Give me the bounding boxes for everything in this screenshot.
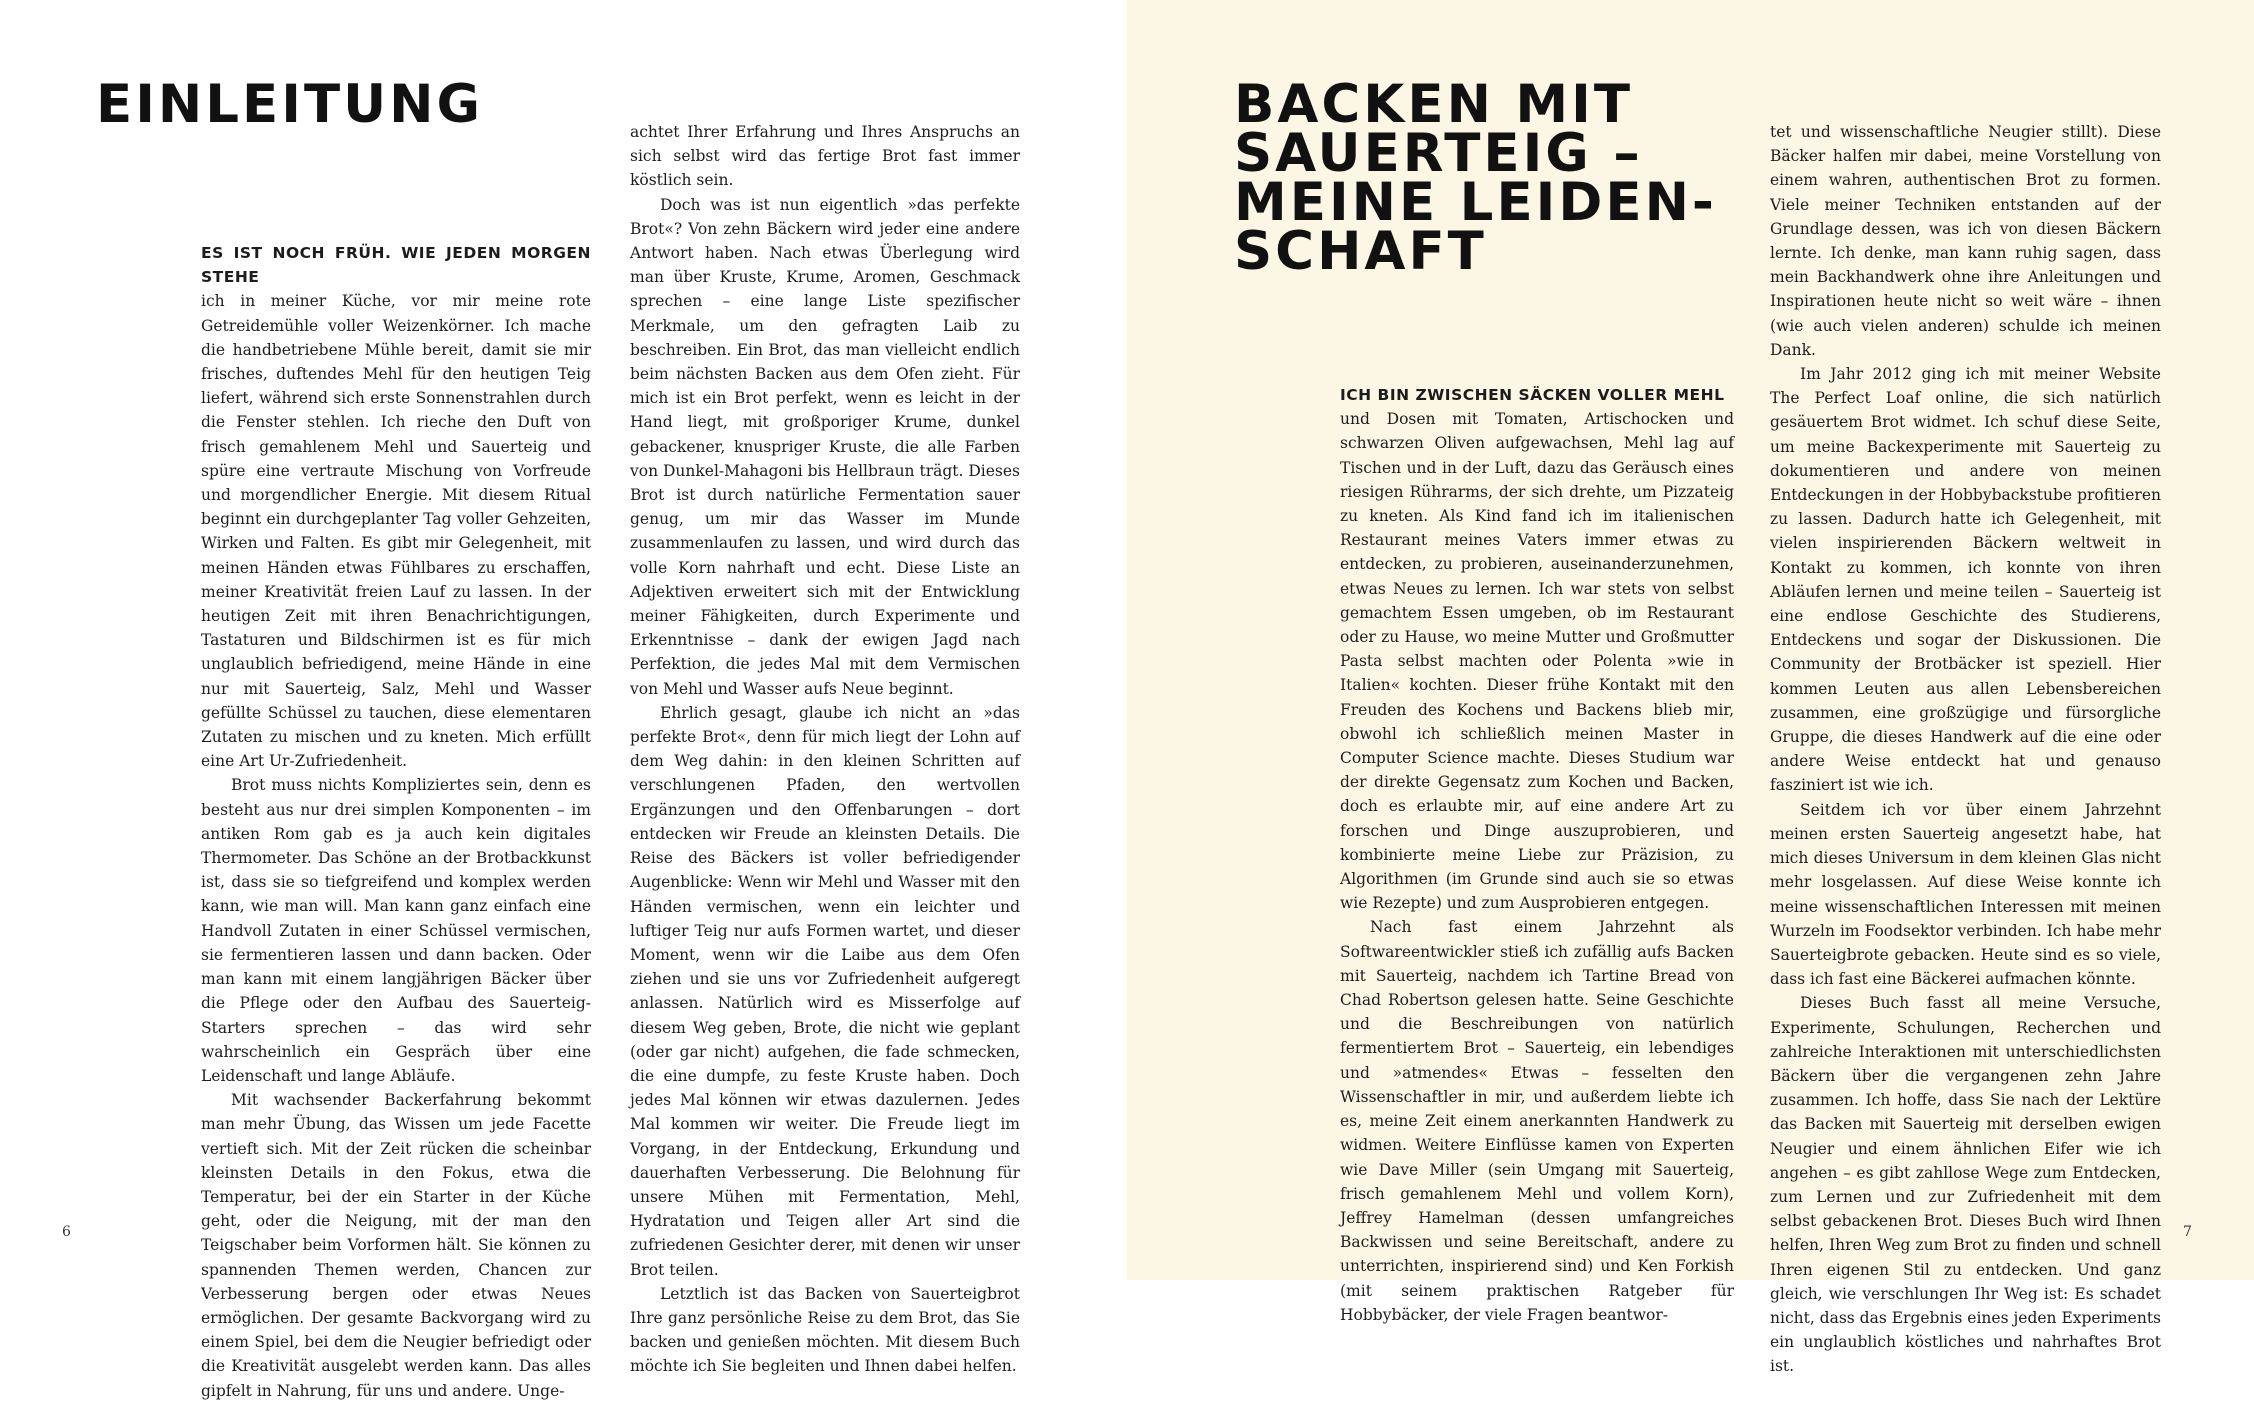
paragraph: Nach fast einem Jahrzehnt als Softwareentwickler stieß ich zufällig aufs Backen mit Sauerteig, nachdem ich Tartine Bread von Chad Robertson gelesen hatte. Seine Geschichte und die Beschreibungen von natürlich fermentiertem Brot – Sauerteig, ein lebendiges und »atmendes« Etwas – fesselten den Wissenschaftler in mir, und außerdem liebte ich es, meine Zeit einem anerkannten Handwerk zu widmen. Weitere Einflüsse kamen von Experten wie Dave Miller (sein Umgang mit Sauerteig, frisch gemahlenem Mehl und vollem Korn), Jeffrey Hamelman (dessen umfangreiches Backwissen und seine Bereitschaft, andere zu unterrichten, inspirierend sind) und Ken Forkish (mit seinem praktischen Ratgeber für Hobbybäcker, der viele Fragen beantwor-	[1340, 918, 1734, 1324]
paragraph: Seitdem ich vor über einem Jahrzehnt meinen ersten Sauerteig angesetzt habe, hat mich dieses Universum in dem kleinen Glas nicht mehr losgelassen. Auf diese Weise konnte ich meine wissenschaftlichen Interessen mit meinen Wurzeln im Foodsektor verbinden. Ich habe mehr Sauerteigbrote gebacken. Heute sind es so viele, dass ich fast eine Bäckerei aufmachen könnte.	[1770, 800, 2161, 989]
paragraph: Brot muss nichts Kompliziertes sein, denn es besteht aus nur drei simplen Komponenten – im antiken Rom gab es ja auch kein digitales Thermometer. Das Schöne an der Brotbackkunst ist, dass sie so tiefgreifend und komplex werden kann, wie man will. Man kann ganz einfach eine Handvoll Zutaten in einer Schüssel vermischen, sie fermentieren lassen und dann backen. Oder man kann mit einem langjährigen Bäcker über die Pflege oder den Aufbau des Sauerteig-Starters sprechen – das wird sehr wahrscheinlich ein Gespräch über eine Leidenschaft und lange Abläufe.	[201, 776, 591, 1085]
paragraph: Im Jahr 2012 ging ich mit meiner Website The Perfect Loaf online, die sich natürlich gesäuertem Brot widmet. Ich schuf diese Seite, um meine Backexperimente mit Sauerteig zu dokumentieren und andere von meinen Entdeckungen in der Hobbybackstube profitieren zu lassen. Dadurch hatte ich Gelegenheit, mit vielen inspirierenden Bäckern weltweit in Kontakt zu kommen, ich konnte von ihren Abläufen lernen und meine teilen – Sauerteig ist eine endlose Geschichte des Studierens, Entdeckens und sogar der Diskussionen. Die Community der Brotbäcker ist speziell. Hier kommen Leuten aus allen Lebensbereichen zusammen, eine großzügige und fürsorgliche Gruppe, die dieses Handwerk auf die eine oder andere Weise entdeckt hat und genauso fasziniert ist wie ich.	[1770, 365, 2161, 795]
lead-in: ICH BIN ZWISCHEN SÄCKEN VOLLER MEHL	[1340, 386, 1725, 404]
paragraph: Dieses Buch fasst all meine Versuche, Experimente, Schulungen, Recherchen und zahlreiche Interaktionen mit unterschiedlichsten Bäckern über die vergangenen zehn Jahre zusammen. Ich hoffe, dass Sie nach der Lektüre das Backen mit Sauerteig mit derselben ewigen Neugier und einem ähnlichen Eifer wie ich angehen – es gibt zahllose Wege zum Entdecken, zum Lernen und zur Zufriedenheit mit dem selbst gebackenen Brot. Dieses Buch wird Ihnen helfen, Ihren Weg zum Brot zu finden und schnell Ihren eigenen Stil zu entdecken. Und ganz gleich, wie verschlungen Ihr Weg ist: Es schadet nicht, dass das Ergebnis eines jeden Experiments ein unglaublich köstliches und nahrhaftes Brot ist.	[1770, 994, 2161, 1376]
paragraph: Letztlich ist das Backen von Sauerteigbrot Ihre ganz persönliche Reise zu dem Brot, das Sie backen und genießen möchten. Mit diesem Buch möchte ich Sie begleiten und Ihnen dabei helfen.	[630, 1284, 1020, 1376]
right-column-2	[1770, 120, 2161, 1379]
right-column-1	[1340, 383, 1734, 1327]
page-number-right: 7	[2183, 1224, 2192, 1240]
left-heading: EINLEITUNG	[96, 74, 484, 135]
paragraph: ES IST NOCH FRÜH. WIE JEDEN MORGEN STEHE ich in meiner Küche, vor mir meine rote Getreidemühle voller Weizenkörner. Ich mache die handbetriebene Mühle bereit, damit sie mir frisches, duftendes Mehl für den heutigen Teig liefert, während sich erste Sonnenstrahlen durch die Fenster stehlen. Ich rieche den Duft von frisch gemahlenem Mehl und Sauerteig und spüre eine vertraute Mischung von Vorfreude und morgendlicher Energie. Mit diesem Ritual beginnt ein durchgeplanter Tag voller Gehzeiten, Wirken und Falten. Es gibt mir Gelegenheit, mit meinen Händen etwas Fühlbares zu erschaffen, meiner Kreativität freien Lauf zu lassen. In der heutigen Zeit mit ihren Benachrichtigungen, Tastaturen und Bildschirmen ist es für mich unglaublich befriedigend, meine Hände in eine nur mit Sauerteig, Salz, Mehl und Wasser gefüllte Schüssel zu tauchen, diese elementaren Zutaten zu mischen und zu kneten. Mich erfüllt eine Art Ur-Zufriedenheit.	[201, 244, 591, 771]
paragraph: Ehrlich gesagt, glaube ich nicht an »das perfekte Brot«, denn für mich liegt der Lohn auf dem Weg dahin: in den kleinen Schritten auf verschlungenen Pfaden, den wertvollen Ergänzungen und den Offenbarungen – dort entdecken wir Freude an kleinsten Details. Die Reise des Bäckers ist voller befriedigender Augenblicke: Wenn wir Mehl und Wasser mit den Händen vermischen, wenn ein leichter und luftiger Teig nur aufs Formen wartet, und dieser Moment, wenn wir die Laibe aus dem Ofen ziehen und sie uns vor Zufriedenheit aufgeregt anlassen. Natürlich wird es Misserfolge auf diesem Weg geben, Brote, die nicht wie geplant (oder gar nicht) aufgehen, die fade schmecken, die eine dumpfe, zu feste Kruste haben. Doch jedes Mal können wir etwas dazulernen. Jedes Mal kommen wir weiter. Die Freude liegt im Vorgang, in der Entdeckung, Erkundung und dauerhaften Verbesserung. Die Belohnung für unsere Mühen mit Fermentation, Mehl, Hydratation und Teigen aller Art sind die zufriedenen Gesichter derer, mit denen wir unser Brot teilen.	[630, 703, 1020, 1279]
paragraph: achtet Ihrer Erfahrung und Ihres Anspruchs an sich selbst wird das fertige Brot fast immer köstlich sein.	[630, 123, 1020, 190]
paragraph: ICH BIN ZWISCHEN SÄCKEN VOLLER MEHL und Dosen mit Tomaten, Artischocken und schwarzen Oliven aufgewachsen, Mehl lag auf Tischen und in der Luft, dazu das Geräusch eines riesigen Rührarms, der sich drehte, um Pizzateig zu kneten. Als Kind fand ich im italienischen Restaurant meines Vaters immer etwas zu entdecken, zu probieren, auseinanderzunehmen, etwas Neues zu lernen. Ich war stets von selbst gemachtem Essen umgeben, ob im Restaurant oder zu Hause, wo meine Mutter und Großmutter Pasta selbst machten oder Polenta »wie in Italien« kochten. Dieser frühe Kontakt mit den Freuden des Kochens und Backens blieb mir, obwohl ich schließlich meinen Master in Computer Science machte. Dieses Studium war der direkte Gegensatz zum Kochen und Backen, doch es erlaubte mir, auf eine andere Art zu forschen und Dinge auszuprobieren, und kombinierte meine Liebe zur Präzision, zu Algorithmen (im Grunde sind auch sie so etwas wie Rezepte) und zum Ausprobieren entgegen.	[1340, 386, 1734, 913]
left-column-2	[630, 120, 1020, 1379]
paragraph: Doch was ist nun eigentlich »das perfekte Brot«? Von zehn Bäckern wird jeder eine andere Antwort haben. Nach etwas Überlegung wird man über Kruste, Krume, Aromen, Geschmack sprechen – eine lange Liste spezifischer Merkmale, um den gefragten Laib zu beschreiben. Ein Brot, das man vielleicht endlich beim nächsten Backen aus dem Ofen zieht. Für mich ist ein Brot perfekt, wenn es leicht in der Hand liegt, mit großporiger Krume, dunkel gebackener, knuspriger Kruste, die alle Farben von Dunkel-Mahagoni bis Hellbraun trägt. Dieses Brot ist durch natürliche Fermentation sauer genug, um mir das Wasser im Munde zusammenlaufen zu lassen, und wird durch das volle Korn nahrhaft und echt. Diese Liste an Adjektiven erweitert sich mit der Entwicklung meiner Fähigkeiten, durch Experimente und Erkenntnisse – dank der ewigen Jagd nach Perfektion, die jedes Mal mit dem Vermischen von Mehl und Wasser aufs Neue beginnt.	[630, 195, 1020, 698]
paragraph: tet und wissenschaftliche Neugier stillt). Diese Bäcker halfen mir dabei, meine Vorstellung von einem wahren, authentischen Brot zu formen. Viele meiner Techniken entstanden auf der Grundlage dessen, was ich von diesen Bäckern lernte. Ich denke, man kann ruhig sagen, dass mein Backhandwerk ohne ihre Anleitungen und Inspirationen heute nicht so weit wäre – ihnen (wie auch vielen anderen) schulde ich meinen Dank.	[1770, 123, 2161, 359]
lead-in: ES IST NOCH FRÜH. WIE JEDEN MORGEN STEHE	[201, 244, 591, 287]
left-page	[0, 0, 1127, 1400]
right-heading: BACKEN MIT SAUERTEIG – MEINE LEIDEN-SCHAFT	[1234, 74, 1717, 282]
left-column-1	[201, 241, 591, 1403]
page-number-left: 6	[62, 1224, 71, 1240]
paragraph: Mit wachsender Backerfahrung bekommt man mehr Übung, das Wissen um jede Facette vertieft sich. Mit der Zeit rücken die scheinbar kleinsten Details in den Fokus, etwa die Temperatur, bei der ein Starter in der Küche geht, oder die Neigung, mit der man den Teigschaber beim Vorformen hält. Sie können zu spannenden Themen werden, Chancen zur Verbesserung bergen oder etwas Neues ermöglichen. Der gesamte Backvorgang wird zu einem Spiel, bei dem die Neugier befriedigt oder die Kreativität ausgelebt werden kann. Das alles gipfelt in Nahrung, für uns und andere. Unge-	[201, 1091, 591, 1400]
